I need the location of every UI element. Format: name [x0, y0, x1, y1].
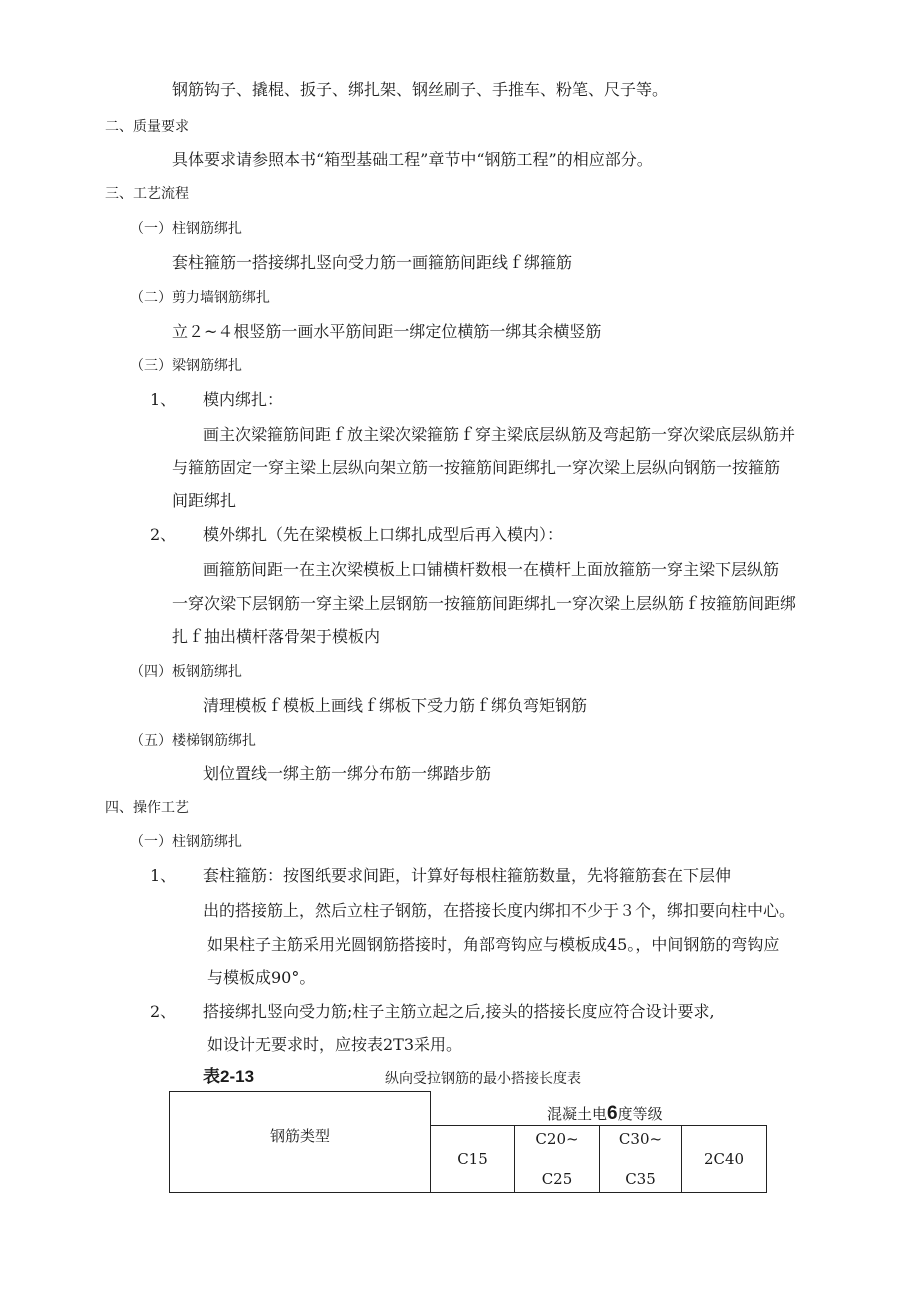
- table-col-c20-c25: C20~ C25: [515, 1126, 600, 1193]
- beam-item1-title: 模内绑扎：: [203, 390, 284, 409]
- beam-item1-line: 间距绑扎: [172, 491, 237, 510]
- beam-item1-line: 画主次梁箍筋间距ｆ放主梁次梁箍筋ｆ穿主梁底层纵筋及弯起筋一穿次梁底层纵筋并: [203, 425, 796, 444]
- section-heading-process: 三、工艺流程: [105, 186, 189, 202]
- subheading-column: （一）柱钢筋绑扎: [130, 221, 242, 237]
- beam-item2-line: 画箍筋间距一在主次梁模板上口铺横杆数根一在横杆上面放箍筋一穿主梁下层纵筋: [203, 560, 780, 579]
- beam-item2-num: 2、: [150, 525, 177, 544]
- op-item2-line: 搭接绑扎竖向受力筋;柱子主筋立起之后,接头的搭接长度应符合设计要求,: [203, 1002, 715, 1021]
- tools-list: 钢筋钩子、撬棍、扳子、绑扎架、钢丝刷子、手推车、粉笔、尺子等。: [172, 80, 669, 99]
- beam-item1-line: 与箍筋固定一穿主梁上层纵向架立筋一按箍筋间距绑扎一穿次梁上层纵向钢筋一按箍筋: [172, 458, 781, 477]
- op-item1-line: 如果柱子主筋采用光圆钢筋搭接时，角部弯钩应与模板成45。，中间钢筋的弯钩应: [207, 935, 780, 954]
- section-heading-quality: 二、质量要求: [105, 119, 189, 135]
- op-item1-num: 1、: [150, 866, 177, 885]
- subheading-op-column: （一）柱钢筋绑扎: [130, 834, 242, 850]
- section-heading-operation: 四、操作工艺: [105, 800, 189, 816]
- table-header-concrete-grade: 混凝土电6度等级: [431, 1092, 767, 1126]
- table-header-rebar-type: 钢筋类型: [170, 1092, 431, 1193]
- op-item2-line: 如设计无要求时，应按表2T3采用。: [207, 1035, 463, 1054]
- beam-item2-line: 扎ｆ抽出横杆落骨架于模板内: [172, 627, 381, 646]
- slab-flow: 清理模板ｆ模板上画线ｆ绑板下受力筋ｆ绑负弯矩钢筋: [203, 696, 588, 715]
- beam-item2-line: 一穿次梁下层钢筋一穿主梁上层钢筋一按箍筋间距绑扎一穿次梁上层纵筋ｆ按箍筋间距绑: [172, 594, 797, 613]
- subheading-wall: （二）剪力墙钢筋绑扎: [130, 290, 270, 306]
- table-caption-title: 纵向受拉钢筋的最小搭接长度表: [385, 1071, 581, 1087]
- subheading-beam: （三）梁钢筋绑扎: [130, 358, 242, 374]
- wall-flow: 立２~４根竖筋一画水平筋间距一绑定位横筋一绑其余横竖筋: [172, 322, 602, 341]
- subheading-slab: （四）板钢筋绑扎: [130, 664, 242, 680]
- quality-text: 具体要求请参照本书“箱型基础工程”章节中“钢筋工程”的相应部分。: [172, 150, 653, 169]
- table-col-c15: C15: [431, 1126, 515, 1193]
- subheading-stair: （五）楼梯钢筋绑扎: [130, 733, 256, 749]
- lap-length-table: [169, 1091, 767, 1193]
- op-item1-line: 出的搭接筋上，然后立柱子钢筋，在搭接长度内绑扣不少于３个，绑扣要向柱中心。: [203, 901, 796, 920]
- table-caption-number: 表2-13: [203, 1067, 255, 1086]
- op-item2-num: 2、: [150, 1002, 177, 1021]
- beam-item2-title: 模外绑扎（先在梁模板上口绑扎成型后再入模内）：: [203, 525, 564, 544]
- table-col-c30-c35: C30~ C35: [600, 1126, 682, 1193]
- column-flow: 套柱箍筋一搭接绑扎竖向受力筋一画箍筋间距线ｆ绑箍筋: [172, 253, 573, 272]
- stair-flow: 划位置线一绑主筋一绑分布筋一绑踏步筋: [203, 764, 492, 783]
- op-item1-line: 与模板成90°。: [207, 968, 316, 987]
- op-item1-line: 套柱箍筋：按图纸要求间距，计算好每根柱箍筋数量，先将箍筋套在下层伸: [203, 866, 732, 885]
- beam-item1-num: 1、: [150, 390, 177, 409]
- table-col-c40: 2C40: [682, 1126, 767, 1193]
